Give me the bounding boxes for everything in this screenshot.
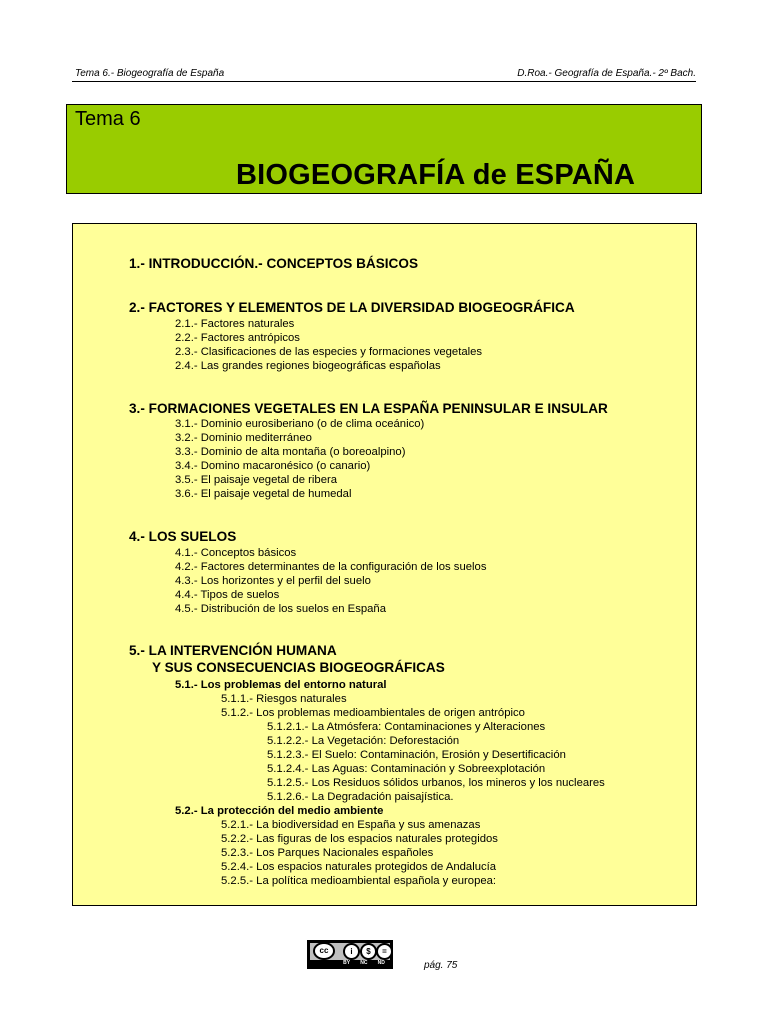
toc-item: 5.1.2.1.- La Atmósfera: Contaminaciones y Alteraciones (267, 721, 546, 733)
header-right: D.Roa.- Geografía de España.- 2º Bach. (517, 68, 696, 79)
toc-section-5: 5.- LA INTERVENCIÓN HUMANA (129, 643, 337, 658)
toc-item: 5.2.3.- Los Parques Nacionales españoles (221, 847, 434, 859)
toc-item: 5.2.1.- La biodiversidad en España y sus amenazas (221, 819, 481, 831)
toc-item: 2.4.- Las grandes regiones biogeográficas españolas (175, 360, 441, 372)
cc-labels (338, 960, 390, 968)
cc-nd-label: ND (377, 960, 385, 966)
cc-icon: cc (313, 942, 335, 960)
toc-item: 3.3.- Dominio de alta montaña (o boreoalpino) (175, 446, 406, 458)
toc-section-4: 4.- LOS SUELOS (129, 529, 237, 544)
toc-item: 5.2.5.- La política medioambiental española y europea: (221, 875, 497, 887)
toc-item: 4.5.- Distribución de los suelos en España (175, 603, 386, 615)
toc-item: 3.6.- El paisaje vegetal de humedal (175, 488, 352, 500)
noncommercial-icon: $ (360, 943, 377, 960)
toc-item: 5.1.2.- Los problemas medioambientales de origen antrópico (221, 707, 525, 719)
toc-item: 5.1.2.6.- La Degradación paisajística. (267, 791, 454, 803)
noderivatives-icon: = (376, 943, 393, 960)
toc-item: 4.1.- Conceptos básicos (175, 547, 297, 559)
toc-section-5-cont: Y SUS CONSECUENCIAS BIOGEOGRÁFICAS (152, 660, 445, 675)
cc-by-nc-nd-icon (307, 940, 393, 969)
toc-section-2: 2.- FACTORES Y ELEMENTOS DE LA DIVERSIDAD BIOGEOGRÁFICA (129, 300, 575, 315)
toc-item: 5.1.2.2.- La Vegetación: Deforestación (267, 735, 460, 747)
attribution-icon: i (343, 943, 360, 960)
toc-item: 5.1.2.5.- Los Residuos sólidos urbanos, los mineros y los nucleares (267, 777, 605, 789)
toc-item: 2.1.- Factores naturales (175, 318, 295, 330)
tema-label: Tema 6 (75, 108, 141, 130)
toc-item: 5.1.1.- Riesgos naturales (221, 693, 347, 705)
title-box (66, 104, 702, 194)
toc-item: 4.2.- Factores determinantes de la configuración de los suelos (175, 561, 487, 573)
toc-item: 3.1.- Dominio eurosiberiano (o de clima oceánico) (175, 418, 425, 430)
toc-item: 5.1.2.3.- El Suelo: Contaminación, Erosión y Desertificación (267, 749, 566, 761)
toc-item: 3.4.- Domino macaronésico (o canario) (175, 460, 371, 472)
toc-item: 3.5.- El paisaje vegetal de ribera (175, 474, 338, 486)
header-divider (72, 81, 696, 82)
toc-section-3: 3.- FORMACIONES VEGETALES EN LA ESPAÑA PENINSULAR E INSULAR (129, 401, 608, 416)
toc-item: 2.3.- Clasificaciones de las especies y formaciones vegetales (175, 346, 483, 358)
toc-item: 3.2.- Dominio mediterráneo (175, 432, 312, 444)
toc-subsection-5-2: 5.2.- La protección del medio ambiente (175, 805, 384, 817)
page-number: pág. 75 (424, 960, 458, 971)
page-title: BIOGEOGRAFÍA de ESPAÑA (236, 159, 636, 191)
toc-subsection-5-1: 5.1.- Los problemas del entorno natural (175, 679, 387, 691)
toc-item: 4.4.- Tipos de suelos (175, 589, 280, 601)
toc-item: 5.2.4.- Los espacios naturales protegidos de Andalucía (221, 861, 497, 873)
header-left: Tema 6.- Biogeografía de España (75, 68, 225, 79)
toc-item: 5.1.2.4.- Las Aguas: Contaminación y Sobreexplotación (267, 763, 546, 775)
toc-item: 2.2.- Factores antrópicos (175, 332, 300, 344)
cc-by-label: BY (343, 960, 351, 966)
cc-nc-label: NC (360, 960, 368, 966)
toc-item: 5.2.2.- Las figuras de los espacios naturales protegidos (221, 833, 498, 845)
table-of-contents (72, 223, 697, 906)
toc-section-1: 1.- INTRODUCCIÓN.- CONCEPTOS BÁSICOS (129, 256, 419, 271)
toc-item: 4.3.- Los horizontes y el perfil del suelo (175, 575, 371, 587)
